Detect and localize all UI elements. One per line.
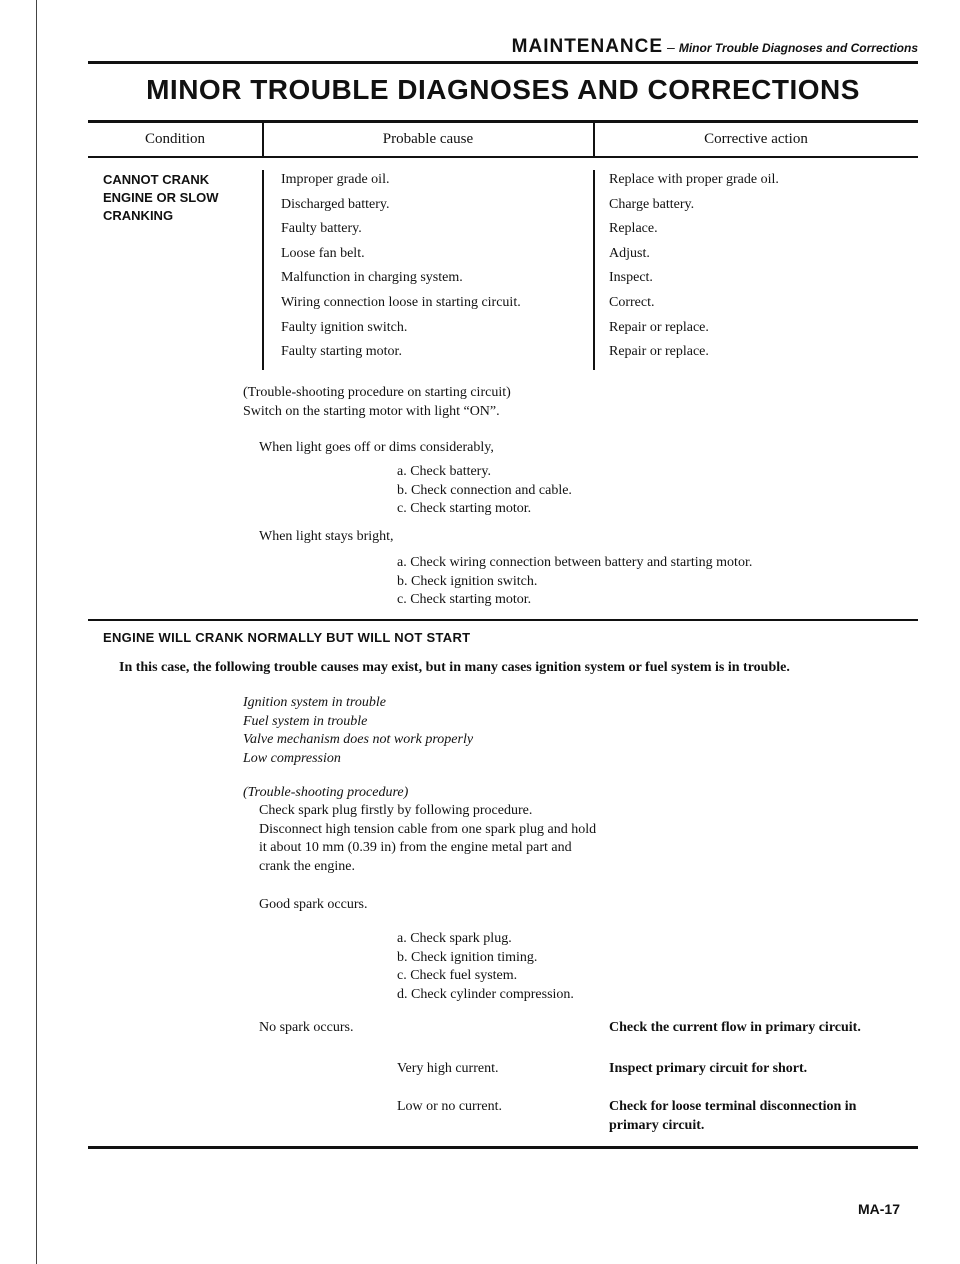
step-line: d. Check cylinder compression. bbox=[397, 986, 574, 1002]
action-item: Adjust. bbox=[609, 245, 650, 261]
header-sub: Minor Trouble Diagnoses and Corrections bbox=[678, 41, 918, 55]
procedure-line: Disconnect high tension cable from one spark plug and hold bbox=[259, 821, 597, 837]
case2-steps bbox=[397, 554, 752, 610]
page-number: MA-17 bbox=[858, 1201, 901, 1217]
bottom-rule bbox=[88, 1146, 918, 1149]
engine-section-intro: In this case, the following trouble causes may exist, but in many cases ignition system or fuel system is in trouble. bbox=[119, 660, 790, 675]
header-dash: – bbox=[667, 39, 675, 55]
cause-item: Faulty starting motor. bbox=[281, 344, 402, 360]
running-header bbox=[512, 36, 918, 58]
case1-label: When light goes off or dims considerably, bbox=[259, 440, 494, 455]
table-top-rule bbox=[88, 120, 918, 123]
low-current-label: Low or no current. bbox=[397, 1099, 502, 1114]
action-item: Repair or replace. bbox=[609, 344, 709, 360]
step-line: c. Check starting motor. bbox=[397, 592, 532, 607]
cause-left-line bbox=[262, 170, 264, 370]
cause-line: Fuel system in trouble bbox=[243, 713, 368, 729]
step-line: b. Check connection and cable. bbox=[397, 482, 572, 498]
step-line: a. Check wiring connection between battery and starting motor. bbox=[397, 555, 753, 570]
cause-list bbox=[281, 168, 521, 365]
action-left-line bbox=[593, 170, 595, 370]
action-item: Charge battery. bbox=[609, 196, 695, 212]
cause-item: Malfunction in charging system. bbox=[281, 270, 463, 286]
action-item: Replace with proper grade oil. bbox=[609, 172, 779, 187]
trouble-causes bbox=[243, 694, 473, 768]
col-header-action: Corrective action bbox=[704, 131, 808, 147]
starting-circuit-intro bbox=[243, 384, 511, 421]
case2-label: When light stays bright, bbox=[259, 529, 394, 544]
cause-item: Faulty ignition switch. bbox=[281, 319, 408, 335]
table-header-rule bbox=[88, 156, 918, 158]
step-line: a. Check spark plug. bbox=[397, 931, 512, 946]
procedure-text bbox=[259, 802, 596, 876]
header-main: MAINTENANCE bbox=[511, 36, 664, 57]
step-line: c. Check starting motor. bbox=[397, 501, 532, 516]
condition-line: CRANKING bbox=[103, 208, 174, 223]
procedure-label: (Trouble-shooting procedure) bbox=[243, 785, 409, 800]
no-spark-label: No spark occurs. bbox=[259, 1020, 354, 1035]
engine-section-heading: ENGINE WILL CRANK NORMALLY BUT WILL NOT START bbox=[103, 630, 471, 645]
cause-line: Ignition system in trouble bbox=[243, 695, 386, 710]
condition-line: ENGINE OR SLOW bbox=[103, 190, 219, 205]
low-current-action bbox=[609, 1098, 856, 1135]
page-title: MINOR TROUBLE DIAGNOSES AND CORRECTIONS bbox=[146, 74, 860, 105]
action-item: Repair or replace. bbox=[609, 319, 709, 335]
condition-line: CANNOT CRANK bbox=[103, 172, 210, 187]
procedure-line: crank the engine. bbox=[259, 858, 356, 874]
action-item: Correct. bbox=[609, 294, 655, 310]
cause-item: Discharged battery. bbox=[281, 196, 390, 212]
procedure-line: it about 10 mm (0.39 in) from the engine metal part and bbox=[259, 840, 572, 855]
step-line: a. Check battery. bbox=[397, 464, 491, 479]
section-rule bbox=[88, 619, 918, 621]
action-line: Check for loose terminal disconnection in bbox=[609, 1099, 857, 1114]
procedure-line: Check spark plug firstly by following procedure. bbox=[259, 803, 533, 818]
action-list bbox=[609, 168, 779, 365]
action-item: Replace. bbox=[609, 221, 658, 237]
step-line: b. Check ignition timing. bbox=[397, 949, 538, 965]
action-item: Inspect. bbox=[609, 270, 653, 286]
col-header-condition: Condition bbox=[144, 131, 205, 147]
cause-item: Loose fan belt. bbox=[281, 245, 365, 261]
intro-line: Switch on the starting motor with light “ON”. bbox=[243, 403, 500, 419]
step-line: b. Check ignition switch. bbox=[397, 573, 538, 589]
good-spark-label: Good spark occurs. bbox=[259, 897, 368, 912]
condition-cell bbox=[103, 171, 219, 225]
high-current-label: Very high current. bbox=[397, 1061, 499, 1076]
left-margin-line bbox=[36, 0, 37, 1264]
header-rule bbox=[88, 61, 918, 64]
intro-line: (Trouble-shooting procedure on starting circuit) bbox=[243, 385, 511, 400]
cause-item: Wiring connection loose in starting circuit. bbox=[281, 294, 521, 310]
good-spark-steps bbox=[397, 930, 574, 1004]
col-header-cause: Probable cause bbox=[382, 131, 474, 147]
high-current-action: Inspect primary circuit for short. bbox=[609, 1061, 808, 1076]
case1-steps bbox=[397, 463, 572, 519]
cause-item: Faulty battery. bbox=[281, 221, 362, 237]
no-spark-action: Check the current flow in primary circuit. bbox=[609, 1020, 861, 1035]
cause-item: Improper grade oil. bbox=[281, 172, 390, 187]
step-line: c. Check fuel system. bbox=[397, 968, 518, 983]
action-line: primary circuit. bbox=[609, 1117, 705, 1133]
cause-line: Low compression bbox=[243, 750, 341, 766]
cause-line: Valve mechanism does not work properly bbox=[243, 732, 474, 747]
